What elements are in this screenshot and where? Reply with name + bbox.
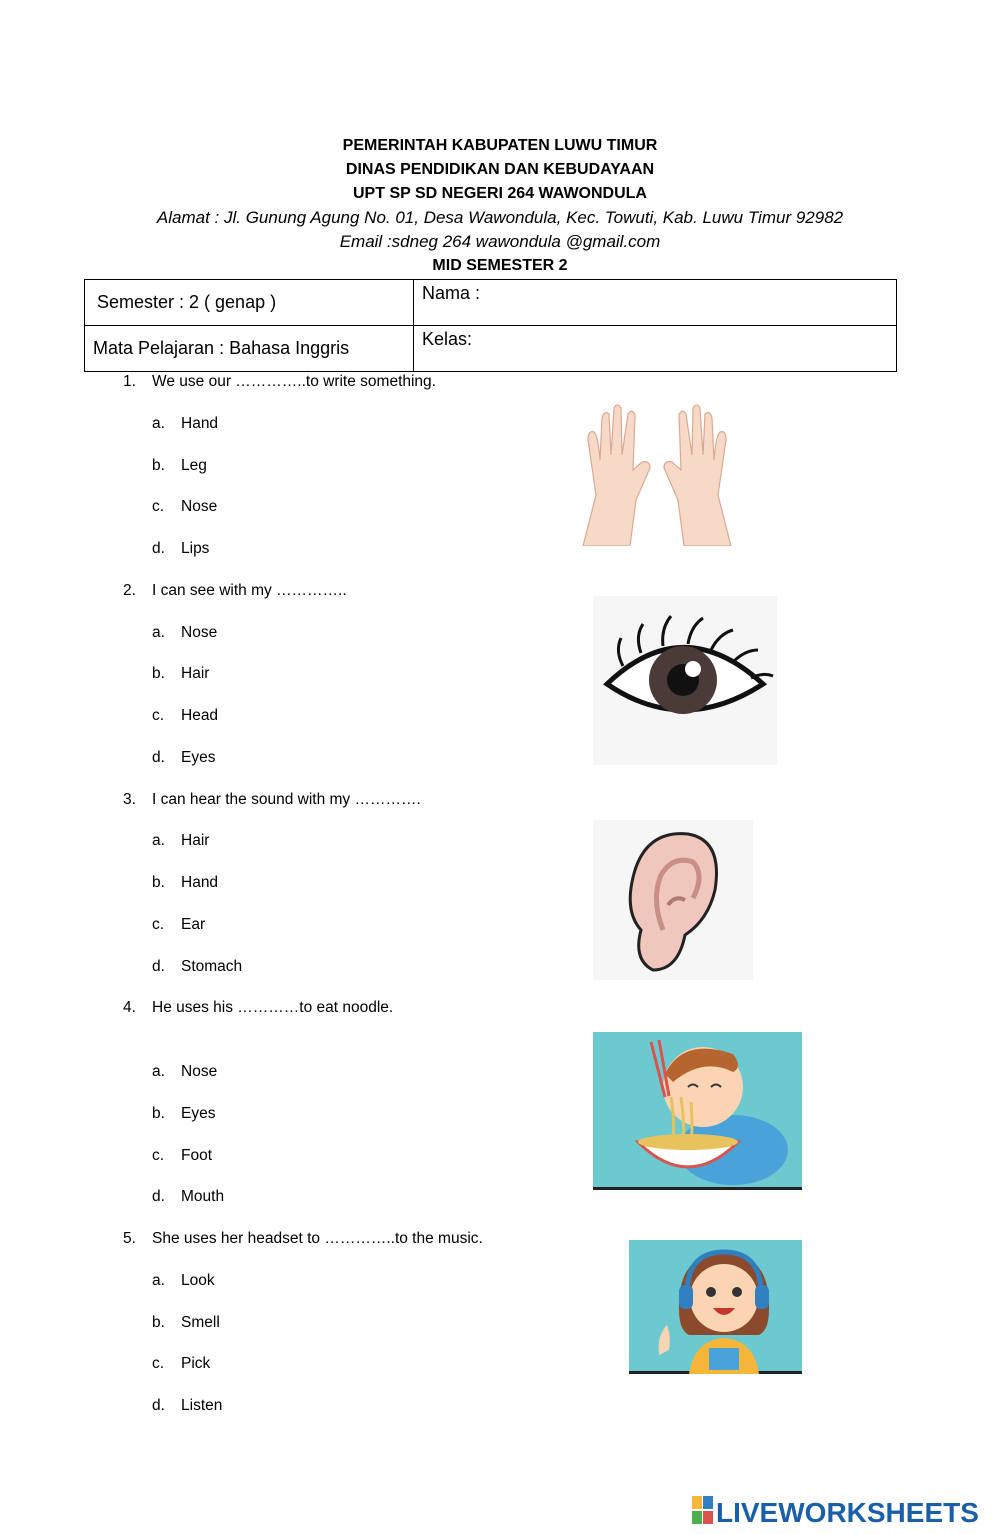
option-letter: d. bbox=[152, 1397, 165, 1414]
semester-label: Semester : 2 ( genap ) bbox=[97, 292, 277, 312]
option-text: Listen bbox=[181, 1397, 223, 1414]
option-text: Hand bbox=[181, 874, 219, 891]
option-2d[interactable] bbox=[152, 749, 215, 767]
option-5c[interactable] bbox=[152, 1355, 210, 1373]
option-letter: a. bbox=[152, 415, 165, 432]
header-email: Email :sdneg 264 wawondula @gmail.com bbox=[339, 232, 661, 251]
option-letter: b. bbox=[152, 457, 165, 474]
option-letter: b. bbox=[152, 1314, 165, 1331]
option-3b[interactable] bbox=[152, 874, 218, 892]
logo-text: LIVEWORKSHEETS bbox=[716, 1497, 979, 1526]
question-text: I can hear the sound with my …………. bbox=[152, 791, 421, 808]
header-department: DINAS PENDIDIKAN DAN KEBUDAYAAN bbox=[345, 161, 655, 178]
option-text: Foot bbox=[181, 1147, 213, 1164]
option-2a[interactable] bbox=[152, 624, 217, 642]
question-number: 2. bbox=[123, 582, 136, 599]
option-letter: d. bbox=[152, 540, 165, 557]
girl-headset-image bbox=[629, 1240, 802, 1374]
option-letter: a. bbox=[152, 1272, 165, 1289]
question-text: He uses his …………to eat noodle. bbox=[152, 999, 394, 1016]
option-1d[interactable] bbox=[152, 540, 209, 558]
option-5d[interactable] bbox=[152, 1397, 222, 1415]
subject-label: Mata Pelajaran : Bahasa Inggris bbox=[93, 338, 350, 358]
option-1a[interactable] bbox=[152, 415, 218, 433]
question-4 bbox=[123, 999, 393, 1017]
option-text: Nose bbox=[181, 1063, 218, 1080]
option-text: Head bbox=[181, 707, 219, 724]
option-text: Hair bbox=[181, 832, 210, 849]
option-letter: c. bbox=[152, 1147, 165, 1164]
subject-cell bbox=[85, 326, 414, 372]
option-text: Smell bbox=[181, 1314, 220, 1331]
eye-image bbox=[593, 596, 777, 765]
option-letter: b. bbox=[152, 665, 165, 682]
class-label: Kelas: bbox=[422, 329, 473, 349]
question-number: 4. bbox=[123, 999, 136, 1016]
student-info-table bbox=[84, 279, 897, 372]
option-letter: c. bbox=[152, 916, 165, 933]
question-number: 3. bbox=[123, 791, 136, 808]
option-3a[interactable] bbox=[152, 832, 209, 850]
option-text: Leg bbox=[181, 457, 207, 474]
question-1 bbox=[123, 373, 436, 391]
question-text: She uses her headset to …………..to the music. bbox=[152, 1230, 483, 1247]
option-letter: a. bbox=[152, 624, 165, 641]
option-letter: a. bbox=[152, 832, 165, 849]
hands-image bbox=[578, 400, 736, 546]
option-text: Ear bbox=[181, 916, 206, 933]
question-text: I can see with my ………….. bbox=[152, 582, 347, 599]
option-letter: b. bbox=[152, 1105, 165, 1122]
question-number: 1. bbox=[123, 373, 136, 390]
question-3 bbox=[123, 791, 421, 809]
name-cell[interactable] bbox=[414, 280, 897, 326]
option-text: Eyes bbox=[181, 749, 216, 766]
option-text: Nose bbox=[181, 498, 218, 515]
question-text: We use our …………..to write something. bbox=[152, 373, 436, 390]
liveworksheets-logo bbox=[692, 1494, 992, 1526]
option-text: Look bbox=[181, 1272, 215, 1289]
option-text: Lips bbox=[181, 540, 210, 557]
option-text: Pick bbox=[181, 1355, 211, 1372]
option-text: Nose bbox=[181, 624, 218, 641]
option-text: Hand bbox=[181, 415, 219, 432]
option-5b[interactable] bbox=[152, 1314, 220, 1332]
option-text: Hair bbox=[181, 665, 210, 682]
name-label: Nama : bbox=[422, 283, 481, 303]
option-2c[interactable] bbox=[152, 707, 218, 725]
option-letter: d. bbox=[152, 958, 165, 975]
option-4c[interactable] bbox=[152, 1147, 212, 1165]
option-letter: b. bbox=[152, 874, 165, 891]
option-1c[interactable] bbox=[152, 498, 217, 516]
option-letter: a. bbox=[152, 1063, 165, 1080]
option-letter: d. bbox=[152, 1188, 165, 1205]
option-letter: c. bbox=[152, 707, 165, 724]
question-2 bbox=[123, 582, 347, 600]
class-cell[interactable] bbox=[414, 326, 897, 372]
question-number: 5. bbox=[123, 1230, 136, 1247]
option-letter: c. bbox=[152, 1355, 165, 1372]
option-5a[interactable] bbox=[152, 1272, 215, 1290]
boy-eating-noodles-image bbox=[593, 1032, 802, 1190]
exam-title: MID SEMESTER 2 bbox=[432, 257, 568, 274]
option-1b[interactable] bbox=[152, 457, 207, 475]
header-government: PEMERINTAH KABUPATEN LUWU TIMUR bbox=[342, 137, 658, 154]
option-4d[interactable] bbox=[152, 1188, 224, 1206]
option-3c[interactable] bbox=[152, 916, 205, 934]
ear-image bbox=[593, 820, 753, 980]
liveworksheets-icon bbox=[692, 1494, 992, 1526]
option-text: Mouth bbox=[181, 1188, 225, 1205]
header-address: Alamat : Jl. Gunung Agung No. 01, Desa Wawondula, Kec. Towuti, Kab. Luwu Timur 92982 bbox=[156, 208, 844, 227]
question-5 bbox=[123, 1230, 483, 1248]
option-2b[interactable] bbox=[152, 665, 209, 683]
option-3d[interactable] bbox=[152, 958, 242, 976]
option-text: Eyes bbox=[181, 1105, 216, 1122]
header-school: UPT SP SD NEGERI 264 WAWONDULA bbox=[353, 185, 647, 202]
option-letter: d. bbox=[152, 749, 165, 766]
option-4b[interactable] bbox=[152, 1105, 215, 1123]
semester-cell bbox=[85, 280, 414, 326]
option-4a[interactable] bbox=[152, 1063, 217, 1081]
option-letter: c. bbox=[152, 498, 165, 515]
option-text: Stomach bbox=[181, 958, 243, 975]
